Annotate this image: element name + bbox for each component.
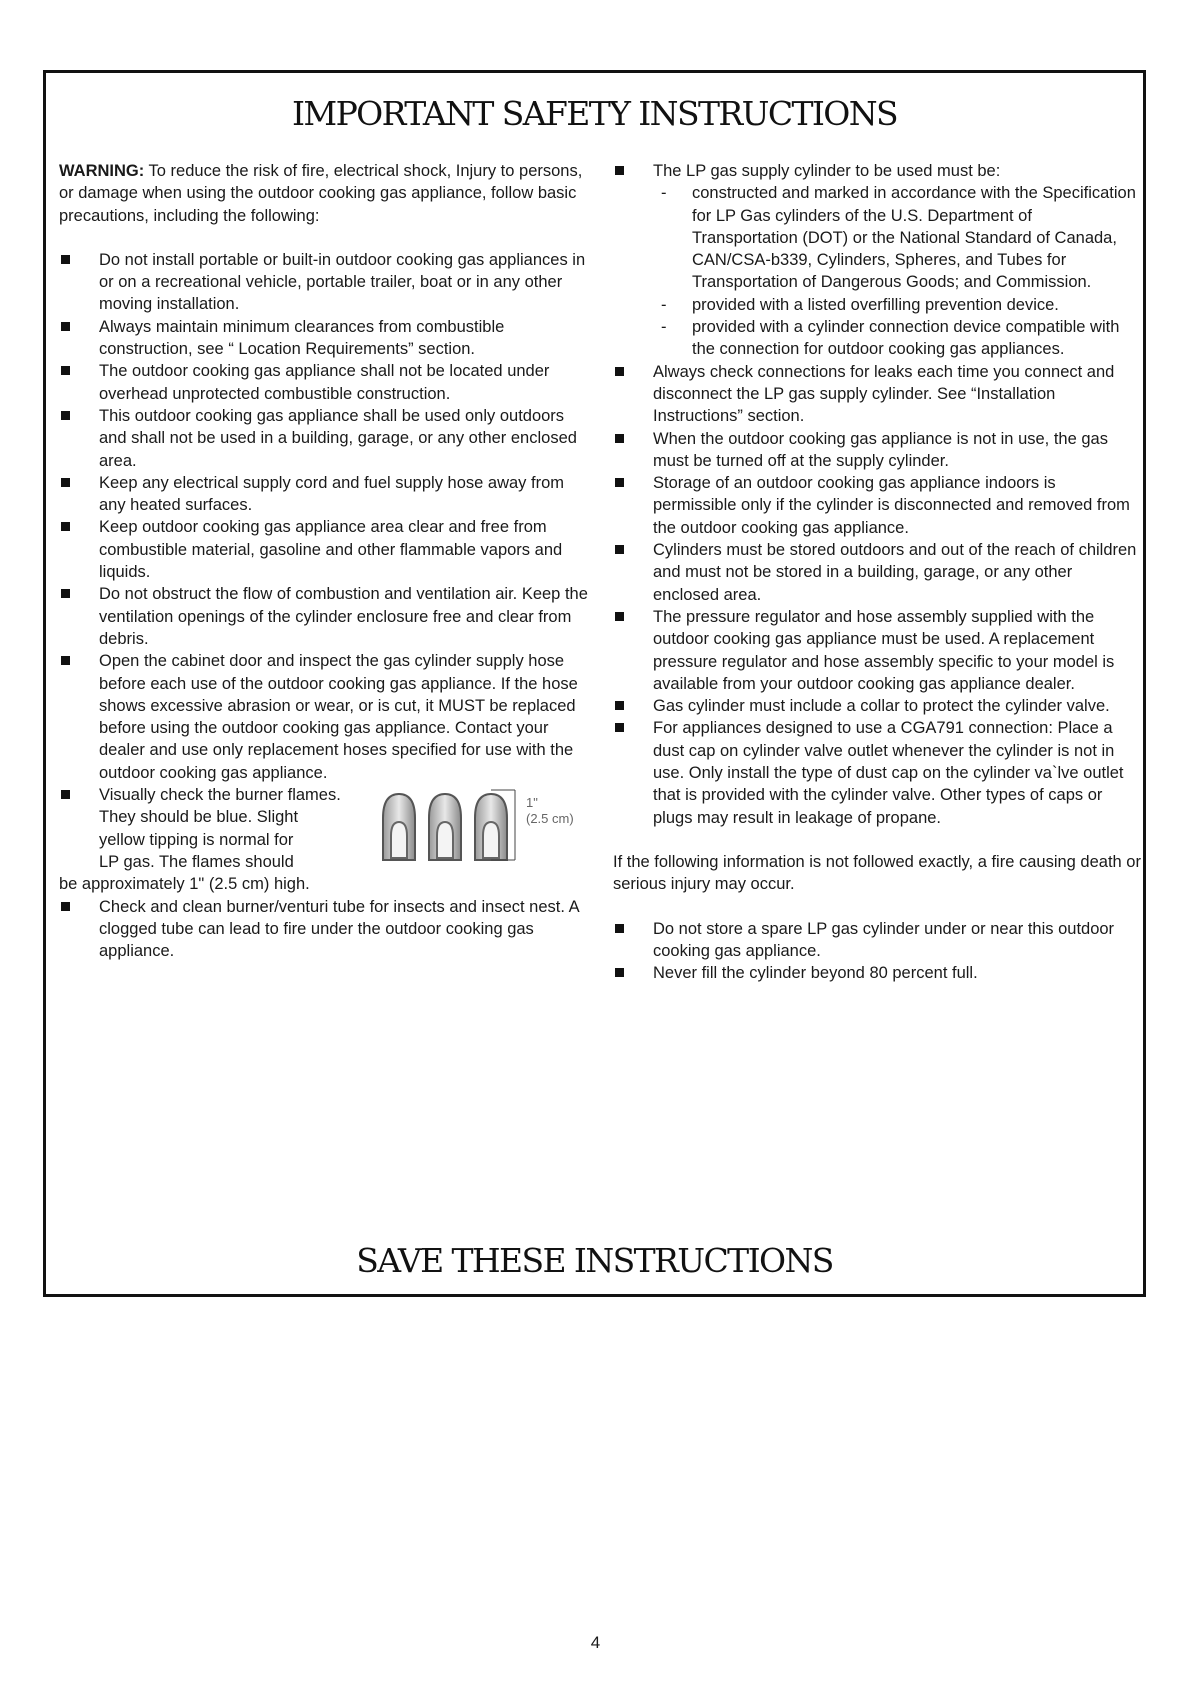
flame-line: Visually check the burner flames. [99, 786, 341, 805]
save-instructions-title: SAVE THESE INSTRUCTIONS [356, 1241, 833, 1280]
sub-list-item: - provided with a listed overfilling prevention device. [653, 294, 1141, 316]
list-item: Always check connections for leaks each time you connect and disconnect the LP gas supply cylinder. See “Installation Instructions” section. [613, 361, 1141, 428]
list-item: Always maintain minimum clearances from combustible construction, see “ Location Requirements” section. [59, 316, 589, 361]
list-item: Never fill the cylinder beyond 80 percent full. [613, 962, 1141, 984]
list-item: When the outdoor cooking gas appliance is not in use, the gas must be turned off at the supply cylinder. [613, 428, 1141, 473]
flame-height-cm: (2.5 cm) [526, 811, 574, 827]
list-item: Cylinders must be stored outdoors and out of the reach of children and must not be stored in a building, garage, or any other enclosed area. [613, 539, 1141, 606]
flame-line: They should be blue. Slight [99, 808, 299, 827]
list-item: Gas cylinder must include a collar to protect the cylinder valve. [613, 695, 1141, 717]
list-item: The pressure regulator and hose assembly supplied with the outdoor cooking gas appliance must be used. A replacement pressure regulator and hose assembly specific to your model is available from your outdoor cooking gas appliance dealer. [613, 606, 1141, 695]
warning-text: To reduce the risk of fire, electrical shock, Injury to persons, or damage when using the outdoor cooking gas appliance, follow basic precautions, including the following: [59, 162, 583, 225]
list-item: The outdoor cooking gas appliance shall not be located under overhead unprotected combustible construction. [59, 360, 589, 405]
right-bullet-list [613, 160, 1141, 829]
cylinder-intro: The LP gas supply cylinder to be used must be: [653, 162, 1001, 180]
flame-icon [379, 788, 519, 864]
cylinder-sub-list [653, 182, 1141, 360]
fire-notice: If the following information is not followed exactly, a fire causing death or serious injury may occur. [613, 852, 1141, 894]
list-item: Keep any electrical supply cord and fuel supply hose away from any heated surfaces. [59, 472, 589, 517]
list-item: This outdoor cooking gas appliance shall be used only outdoors and shall not be used in a building, garage, or any other enclosed area. [59, 405, 589, 472]
flame-height-inches: 1" [526, 795, 538, 811]
left-bullet-list [59, 249, 589, 963]
cylinder-requirements-item [613, 160, 1141, 361]
list-item: Storage of an outdoor cooking gas appliance indoors is permissible only if the cylinder is disconnected and removed from the outdoor cooking gas appliance. [613, 472, 1141, 539]
list-item: For appliances designed to use a CGA791 connection: Place a dust cap on cylinder valve outlet whenever the cylinder is not in use. Only install the type of dust cap on the cylinder va`lve outlet that is provided with the cylinder valve. Other types of caps or plugs may result in leakage of propane. [613, 717, 1141, 828]
sub-list-item: - constructed and marked in accordance with the Specification for LP Gas cylinders of the U.S. Department of Transportation (DOT) or the National Standard of Canada, CAN/CSA-b339, Cylinders, Spheres, and Tubes for Transportation of Dangerous Goods; and Commission. [653, 182, 1141, 293]
sub-list-item: - provided with a cylinder connection device compatible with the connection for outdoor cooking gas appliances. [653, 316, 1141, 361]
list-item: Keep outdoor cooking gas appliance area clear and free from combustible material, gasoline and other flammable vapors and liquids. [59, 516, 589, 583]
list-item: Do not store a spare LP gas cylinder under or near this outdoor cooking gas appliance. [613, 918, 1141, 963]
flame-line: LP gas. The flames should [99, 852, 294, 871]
flame-check-item [59, 784, 589, 895]
list-item: Do not install portable or built-in outdoor cooking gas appliances in or on a recreational vehicle, portable trailer, boat or in any other moving installation. [59, 249, 589, 316]
list-item: Do not obstruct the flow of combustion and ventilation air. Keep the ventilation openings of the cylinder enclosure free and clear from debris. [59, 583, 589, 650]
right-bullet-list-2 [613, 918, 1141, 985]
flame-line: be approximately 1" (2.5 cm) high. [59, 875, 310, 894]
warning-label: WARNING: [59, 162, 145, 180]
right-column [613, 160, 1141, 984]
list-item: Check and clean burner/venturi tube for insects and insect nest. A clogged tube can lead to fire under the outdoor cooking gas appliance. [59, 896, 589, 963]
flame-line: yellow tipping is normal for [99, 830, 294, 849]
burner-flame-illustration [379, 788, 579, 864]
warning-paragraph [59, 160, 589, 227]
page-title: IMPORTANT SAFETY INSTRUCTIONS [291, 94, 898, 133]
page-number: 4 [590, 1633, 601, 1652]
list-item: Open the cabinet door and inspect the gas cylinder supply hose before each use of the outdoor cooking gas appliance. If the hose shows excessive abrasion or wear, or is cut, it MUST be replaced before using the outdoor cooking gas appliance. Contact your dealer and use only replacement hoses specified for use with the outdoor cooking gas appliance. [59, 650, 589, 784]
left-column [59, 160, 589, 962]
